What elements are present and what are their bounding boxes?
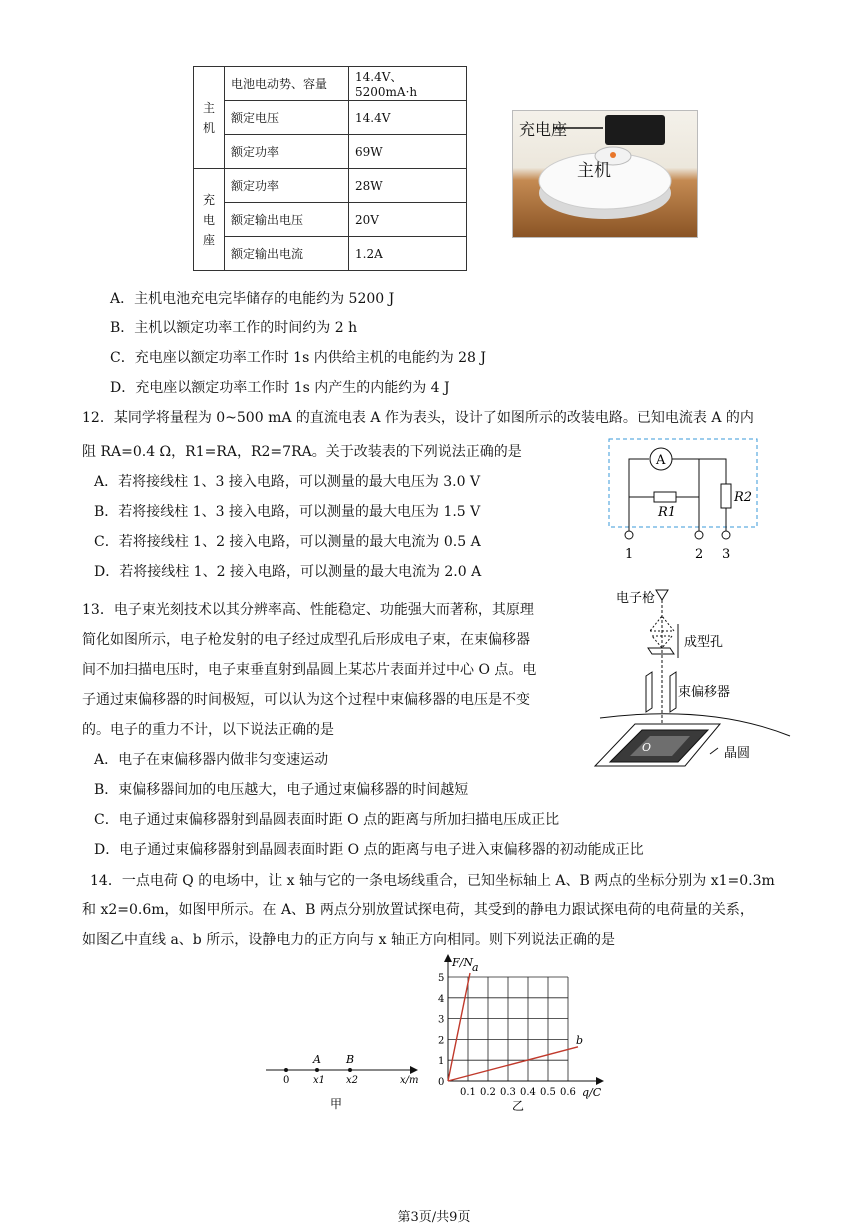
terminal-3-label: 3	[722, 547, 731, 562]
q13-option-b: B．束偏移器间加的电压越大，电子通过束偏移器的时间越短	[94, 782, 469, 798]
x-tick-label: 0.5	[540, 1087, 556, 1098]
q12-stem-line2: 阻 RA=0.4 Ω，R1=RA，R2=7RA。关于改装表的下列说法正确的是	[82, 444, 522, 460]
r1-resistor	[654, 492, 676, 502]
series-label-b: b	[576, 1033, 584, 1047]
q12-stem-line1: 12．某同学将量程为 0~500 mA 的直流电表 A 作为表头，设计了如图所示的改装电路。已知电流表 A 的内	[82, 410, 754, 426]
robot-photo	[512, 110, 698, 238]
terminal-2	[695, 531, 703, 539]
deflector-label: 束偏移器	[678, 685, 731, 700]
figure-jia-caption: 甲	[330, 1097, 343, 1111]
spec-value: 14.4V	[349, 101, 467, 135]
q11-option-b: B．主机以额定功率工作的时间约为 2 h	[110, 320, 358, 336]
y-tick-label: 5	[438, 973, 445, 984]
terminal-3	[722, 531, 730, 539]
q13-stem-line4: 子通过束偏移器的时间极短，可以认为这个过程中束偏移器的电压是不变	[82, 692, 530, 708]
x-tick-label: 0.2	[480, 1087, 496, 1098]
q12-option-a: A．若将接线柱 1、3 接入电路，可以测量的最大电压为 3.0 V	[94, 474, 481, 490]
q13-option-d: D．电子通过束偏移器射到晶圆表面时距 O 点的距离与电子进入束偏移器的初动能成正比	[94, 842, 644, 858]
photo-host-label: 主机	[577, 161, 611, 181]
q13-stem-line5: 的。电子的重力不计，以下说法正确的是	[82, 722, 334, 738]
host-group-label: 主机	[194, 67, 225, 169]
deflector-plate-left	[646, 672, 652, 712]
dock-shape	[605, 115, 665, 145]
terminal-1	[625, 531, 633, 539]
spec-value: 1.2A	[349, 237, 467, 271]
spec-key: 额定功率	[225, 169, 349, 203]
q13-stem-line2: 简化如图所示，电子枪发射的电子经过成型孔后形成电子束，在束偏移器	[82, 632, 530, 648]
q13-option-a: A．电子在束偏移器内做非匀变速运动	[94, 752, 329, 768]
x-axis-arrow	[410, 1066, 418, 1074]
page-number: 第3页/共9页	[397, 1210, 471, 1225]
series-line-b	[448, 1047, 578, 1081]
terminal-2-label: 2	[695, 547, 704, 562]
q13-stem-line3: 间不加扫描电压时，电子束垂直射到晶圆上某芯片表面并过中心 O 点。电	[82, 662, 537, 678]
dock-group-label: 充电座	[194, 169, 225, 271]
y-tick-label: 3	[438, 1014, 445, 1026]
spec-key: 额定输出电流	[225, 237, 349, 271]
point-a-label: A	[313, 1053, 321, 1066]
x-axis-label: q/C	[582, 1086, 602, 1099]
x2-label: x2	[346, 1075, 359, 1086]
r2-label: R2	[734, 490, 753, 505]
axis-label: x/m	[400, 1075, 419, 1086]
spec-value: 20V	[349, 203, 467, 237]
wafer-label: 晶圆	[724, 746, 751, 761]
q14-stem-line3: 如图乙中直线 a、b 所示，设静电力的正方向与 x 轴正方向相同。则下列说法正确的是	[82, 932, 616, 948]
aperture-label: 成型孔	[684, 635, 724, 650]
spec-key: 额定功率	[225, 135, 349, 169]
x-tick-label: 0.4	[520, 1087, 536, 1098]
q11-option-a: A．主机电池充电完毕储存的电能约为 5200 J	[110, 291, 395, 307]
spec-value: 69W	[349, 135, 467, 169]
point-a	[315, 1068, 319, 1072]
circuit-dashed-box	[609, 439, 757, 527]
spec-table	[193, 66, 467, 271]
wire	[629, 459, 649, 531]
x-axis-arrow	[596, 1077, 604, 1085]
y-tick-label: 2	[438, 1035, 445, 1047]
electron-beam-figure	[590, 586, 800, 776]
x-tick-label: 0.1	[460, 1087, 476, 1098]
q13-stem-line1: 13．电子束光刻技术以其分辨率高、性能稳定、功能强大而著称，其原理	[82, 602, 534, 618]
point-b	[348, 1068, 352, 1072]
series-line-a	[448, 973, 470, 1081]
spec-value: 14.4V、5200mA·h	[349, 67, 467, 101]
spec-key: 电池电动势、容量	[225, 67, 349, 101]
q13-option-c: C．电子通过束偏移器射到晶圆表面时距 O 点的距离与所加扫描电压成正比	[94, 812, 560, 828]
deflector-plate-right	[670, 672, 676, 712]
q11-option-d: D．充电座以额定功率工作时 1s 内产生的内能约为 4 J	[110, 380, 450, 396]
figure-yi-caption: 乙	[512, 1099, 525, 1113]
spec-key: 额定电压	[225, 101, 349, 135]
q12-option-c: C．若将接线柱 1、2 接入电路，可以测量的最大电流为 0.5 A	[94, 534, 481, 550]
x-tick-label: 0.3	[500, 1087, 516, 1098]
spec-value: 28W	[349, 169, 467, 203]
q11-option-c: C．充电座以额定功率工作时 1s 内供给主机的电能约为 28 J	[110, 350, 487, 366]
terminal-1-label: 1	[625, 547, 634, 562]
y-tick-label: 4	[438, 993, 445, 1005]
q14-stem-line1: 14．一点电荷 Q 的电场中，让 x 轴与它的一条电场线重合，已知坐标轴上 A、B 两点的坐标分别为 x1=0.3m	[90, 873, 775, 889]
figure-jia-axis	[262, 1050, 432, 1114]
q12-option-d: D．若将接线柱 1、2 接入电路，可以测量的最大电流为 2.0 A	[94, 564, 482, 580]
y-tick-label: 0	[438, 1077, 445, 1088]
q12-option-b: B．若将接线柱 1、3 接入电路，可以测量的最大电压为 1.5 V	[94, 504, 481, 520]
gun-icon	[656, 590, 668, 600]
q14-stem-line2: 和 x2=0.6m，如图甲所示。在 A、B 两点分别放置试探电荷，其受到的静电力跟试探电荷的电荷量的关系，	[82, 902, 754, 918]
y-axis-label: F/N	[452, 956, 473, 969]
origin-point	[284, 1068, 288, 1072]
ammeter-label: A	[656, 453, 666, 468]
series-label-a: a	[472, 961, 479, 974]
svg-text:O: O	[642, 741, 652, 754]
x-tick-label: 0.6	[560, 1087, 576, 1098]
origin-label: 0	[283, 1075, 290, 1086]
y-tick-label: 1	[438, 1056, 445, 1068]
point-b-label: B	[346, 1053, 355, 1066]
x1-label: x1	[313, 1075, 326, 1086]
r1-label: R1	[658, 505, 677, 520]
gun-label: 电子枪	[616, 591, 656, 606]
spec-key: 额定输出电压	[225, 203, 349, 237]
aperture-plate	[648, 648, 674, 654]
r2-resistor	[721, 484, 731, 508]
photo-dock-label: 充电座	[519, 120, 568, 139]
y-axis-arrow	[444, 954, 452, 962]
figure-yi-chart	[430, 954, 610, 1114]
circuit-diagram	[604, 436, 764, 570]
